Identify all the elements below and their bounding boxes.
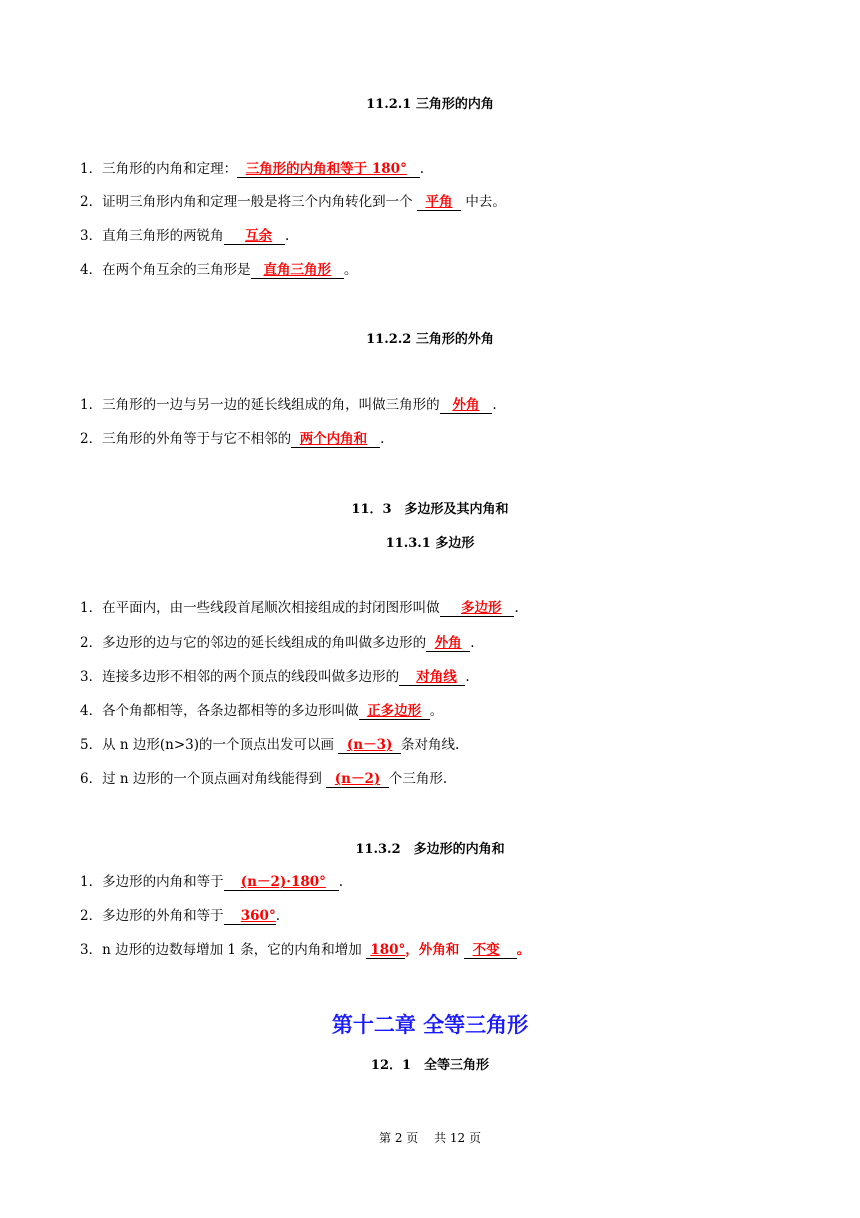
list-item [80,192,506,212]
item-text-end: . [492,397,497,413]
item-text: 多边形的外角和等于 [102,908,224,924]
list-item [80,429,384,449]
item-text: n 边形的边数每增加 1 条，它的内角和增加 [102,942,367,958]
item-number: 2． [80,635,103,651]
item-text-mid: ，外角和 [405,942,464,958]
answer-text: 互余 [245,228,273,244]
list-item [80,735,459,755]
item-number: 1． [80,161,103,177]
item-text: 多边形的边与它的邻边的延长线组成的角叫做多边形的 [102,635,427,651]
answer-text: (n－3) [346,737,393,753]
item-number: 1． [80,600,103,616]
answer-blank [426,635,470,652]
item-text: 证明三角形内角和定理一般是将三个内角转化到一个 [102,194,417,210]
item-text: 三角形的外角等于与它不相邻的 [102,431,292,447]
item-text-end: . [380,431,385,447]
answer-blank [291,431,380,448]
answer-blank [224,908,276,925]
list-item [80,667,470,687]
item-text: 在平面内，由一些线段首尾顺次相接组成的封闭图形叫做 [102,600,440,616]
item-text: 从 n 边形(n>3)的一个顶点出发可以画 [102,737,339,753]
answer-text: 两个内角和 [299,431,368,447]
item-number: 2． [80,194,103,210]
item-text-end: . [470,635,475,651]
list-item [80,395,497,415]
list-item [80,906,280,926]
answer-blank [338,737,401,754]
answer-text: 直角三角形 [263,262,331,278]
item-number: 3． [80,942,103,958]
list-item [80,940,530,960]
item-text-end: . [338,874,344,890]
answer-text: 对角线 [416,669,457,685]
list-item [80,701,443,721]
answer-blank [237,161,420,178]
answer-blank [251,262,344,279]
answer-text: 平角 [425,194,453,210]
answer-blank [224,874,339,891]
item-text: 多边形的内角和等于 [102,874,224,890]
list-item [80,159,424,179]
list-item [80,769,447,789]
answer-blank [440,600,515,617]
item-text-end: . [419,161,424,177]
answer-text: 180° [370,942,406,958]
item-text-end: 。 [429,703,444,719]
item-number: 3． [80,669,103,685]
section-title-11-2-2: 11.2.2 三角形的外角 [366,332,494,347]
answer-text: 三角形的内角和等于 180° [245,161,407,177]
chapter-title: 第十二章 全等三角形 [331,1013,529,1037]
item-number: 1． [80,397,103,413]
answer-text-2: 不变 [472,942,500,958]
answer-text: 正多边形 [367,703,422,719]
item-text-end: 。 [343,262,358,278]
answer-blank [417,194,461,211]
item-text-end: . [514,600,519,616]
page-footer: 第 2 页 共 12 页 [379,1131,481,1145]
item-number: 2． [80,431,103,447]
list-item [80,872,343,892]
item-text-end: . [465,669,470,685]
list-item [80,633,475,653]
section-title-12-1: 12．1 全等三角形 [370,1058,490,1073]
item-number: 3． [80,228,103,244]
list-item [80,598,519,618]
answer-text: 外角 [434,635,462,651]
item-number: 4． [80,262,103,278]
answer-text: 360° [240,908,276,924]
item-text: 三角形的一边与另一边的延长线组成的角，叫做三角形的 [102,397,440,413]
section-title-11-2-1: 11.2.1 三角形的内角 [366,97,494,112]
answer-blank [359,703,430,720]
item-text: 连接多边形不相邻的两个顶点的线段叫做多边形的 [102,669,400,685]
answer-blank [399,669,465,686]
item-number: 4． [80,703,103,719]
item-text: 三角形的内角和定理： [102,161,238,177]
item-text: 各个角都相等，各条边都相等的多边形叫做 [102,703,359,719]
item-number: 5． [80,737,103,753]
list-item [80,226,289,246]
item-text-end: 。 [516,942,531,958]
answer-blank [326,771,389,788]
answer-text: (n－2) [334,771,381,787]
item-text-end: 个三角形. [388,771,448,787]
answer-blank [224,228,285,245]
answer-blank-2 [464,942,517,959]
item-number: 2． [80,908,103,924]
answer-text: 多边形 [461,600,502,616]
item-text: 直角三角形的两锐角 [102,228,224,244]
item-number: 1． [80,874,103,890]
section-title-11-3-1: 11.3.1 多边形 [385,536,475,551]
section-title-11-3: 11．3 多边形及其内角和 [351,502,509,517]
item-text-end: . [275,908,280,924]
section-title-11-3-2: 11.3.2 多边形的内角和 [355,842,505,857]
item-text-end: 条对角线. [400,737,460,753]
answer-blank [440,397,493,414]
answer-text: (n－2)·180° [240,874,326,890]
list-item [80,260,357,280]
item-number: 6． [80,771,103,787]
item-text: 在两个角互余的三角形是 [102,262,251,278]
answer-text: 外角 [452,397,480,413]
item-text: 过 n 边形的一个顶点画对角线能得到 [102,771,327,787]
item-text-end: 中去。 [461,194,506,210]
answer-blank [366,942,405,959]
item-text-end: . [284,228,290,244]
